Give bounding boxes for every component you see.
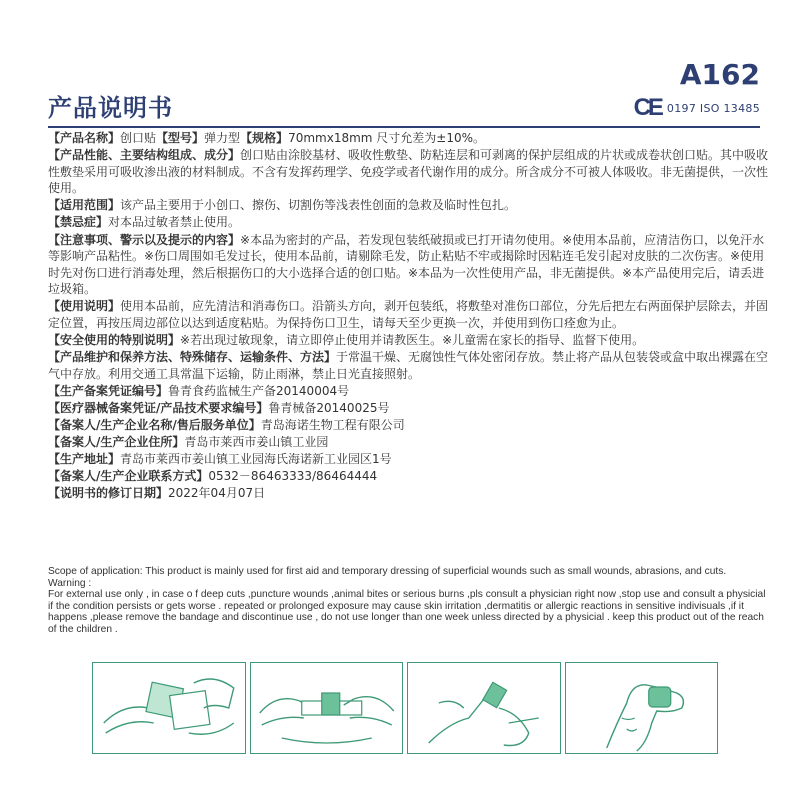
section-paragraph [48, 468, 770, 485]
section-paragraph [48, 130, 770, 147]
model-code: A162 [679, 58, 760, 91]
section-heading: 【安全使用的特别说明】 [48, 333, 181, 348]
section-paragraph [48, 332, 770, 349]
instructions-body [48, 130, 770, 503]
section-paragraph [48, 451, 770, 468]
section-paragraph [48, 349, 770, 382]
section-text: 2022年04月07日 [168, 486, 266, 501]
section-text: 0532－86463333/86464444 [208, 469, 378, 484]
section-text: 鲁青械备20140025号 [268, 401, 390, 415]
certification-text: 0197 ISO 13485 [666, 101, 760, 115]
section-text: ※本品为密封的产品，若发现包装纸破损或已打开请勿使用。※使用本品前，应清洁伤口，以免汗水等影响产品粘性。※伤口周围如毛发过长，使用本品前，请剔除毛发，防止粘贴不牢或揭除时因粘连毛发引起对皮肤的二次伤害。※使用时先对伤口进行消毒处理，然后根据伤口的大小选择合适的创口贴。※本品为一次性使用产品，非无菌提供。※本产品使用完后，请丢进垃圾箱。 [48, 232, 765, 297]
apply-pad-step-icon [251, 663, 403, 753]
section-text: 青岛海诺生物工程有限公司 [260, 418, 405, 433]
section-heading: 【生产备案凭证编号】 [48, 383, 169, 398]
section-text: 使用本品前，应先清洁和消毒伤口。沿箭头方向，剥开包装纸，将敷垫对准伤口部位，分先后把左右两面保护层除去，并固定位置，再按压周边部位以达到适度粘贴。为保持伤口卫生，请每天至少更换一次，并使用到伤口痊愈为止。 [48, 299, 769, 331]
page-title: 产品说明书 [48, 94, 173, 122]
applied-bandage-finger-icon [566, 663, 718, 753]
section-text: 青岛市莱西市姜山镇工业园海氏海诺新工业园区1号 [120, 452, 392, 467]
section-text: 该产品主要用于小创口、擦伤、切割伤等浅表性创面的急救及临时性包扎。 [120, 198, 517, 213]
section-paragraph [48, 400, 770, 417]
section-heading: 【备案人/生产企业名称/售后服务单位】 [48, 418, 261, 433]
section-heading: 【产品性能、主要结构组成、成分】 [48, 148, 241, 163]
section-heading: 【型号】 [156, 131, 205, 145]
section-heading: 【医疗器械备案凭证/产品技术要求编号】 [48, 401, 269, 415]
english-line: For external use only , in case o f deep cuts ,puncture wounds ,animal bites or serious burns ,pls consult a physician right now ,stop use and consult a physicial if the condition persists or gets worse . repeated or prolonged exposure may cause skin irritation ,dermatitis or allergic reactions in sensitive indivisuals ,if it happens ,please remove the bandage and discontinue use , do not use longer than one week unless directed by a physicial . keep this product out of the reach of the children . [48, 589, 766, 635]
section-text: 弹力型 [204, 131, 241, 145]
illustration-step-1 [92, 662, 246, 754]
section-text: 青岛市莱西市姜山镇工业园 [184, 435, 329, 450]
illustration-step-3 [407, 662, 561, 754]
illustration-step-2 [250, 662, 404, 754]
section-heading: 【备案人/生产企业住所】 [48, 435, 185, 450]
section-heading: 【使用说明】 [48, 299, 121, 314]
section-heading: 【禁忌症】 [48, 215, 109, 230]
section-paragraph [48, 434, 770, 451]
section-heading: 【产品名称】 [48, 131, 121, 145]
section-paragraph [48, 383, 770, 400]
section-text: 70mmx18mm 尺寸允差为±10%。 [288, 131, 486, 145]
section-heading: 【产品维护和保养方法、特殊储存、运输条件、方法】 [48, 350, 337, 365]
ce-mark-icon: CE [633, 94, 661, 121]
section-paragraph [48, 417, 770, 434]
section-text: 创口贴由涂胶基材、吸收性敷垫、防粘连层和可剥离的保护层组成的片状或成卷状创口贴。其中吸收性敷垫采用可吸收渗出液的材料制成。不含有发挥药理学、免疫学或者代谢作用的成分。所含成分不可被人体吸收。非无菌提供，一次性使用。 [48, 148, 769, 196]
open-wrapper-step-icon [93, 663, 245, 753]
section-text: 鲁青食药监械生产备20140004号 [168, 383, 350, 398]
illustration-step-4 [565, 662, 719, 754]
section-heading: 【备案人/生产企业联系方式】 [48, 469, 209, 484]
usage-illustrations [92, 662, 718, 754]
section-paragraph [48, 298, 770, 331]
section-paragraph [48, 232, 770, 298]
english-notes [48, 566, 770, 635]
remove-liner-step-icon [408, 663, 560, 753]
section-text: 对本品过敏者禁止使用。 [108, 215, 241, 230]
section-paragraph [48, 214, 770, 231]
section-paragraph [48, 147, 770, 197]
english-line: Warning : [48, 577, 92, 589]
section-heading: 【规格】 [240, 131, 289, 145]
section-paragraph [48, 197, 770, 214]
section-heading: 【生产地址】 [48, 452, 121, 467]
title-divider [48, 126, 760, 128]
section-text: 于常温干燥、无腐蚀性气体处密闭存放。禁止将产品从包装袋或盒中取出裸露在空气中存放。利用交通工具常温下运输，防止雨淋，禁止日光直接照射。 [48, 350, 769, 381]
certification-mark [634, 94, 760, 122]
section-heading: 【说明书的修订日期】 [48, 486, 169, 501]
section-heading: 【适用范围】 [48, 198, 121, 213]
section-text: 创口贴 [120, 131, 157, 145]
english-line: Scope of application: This product is mainly used for first aid and temporary dressing of superficial wounds such as small wounds, abrasions, and cuts. [48, 566, 727, 577]
section-heading: 【注意事项、警示以及提示的内容】 [48, 232, 241, 247]
section-text: ※若出现过敏现象，请立即停止使用并请教医生。※儿童需在家长的指导、监督下使用。 [180, 333, 645, 348]
section-paragraph [48, 485, 770, 502]
